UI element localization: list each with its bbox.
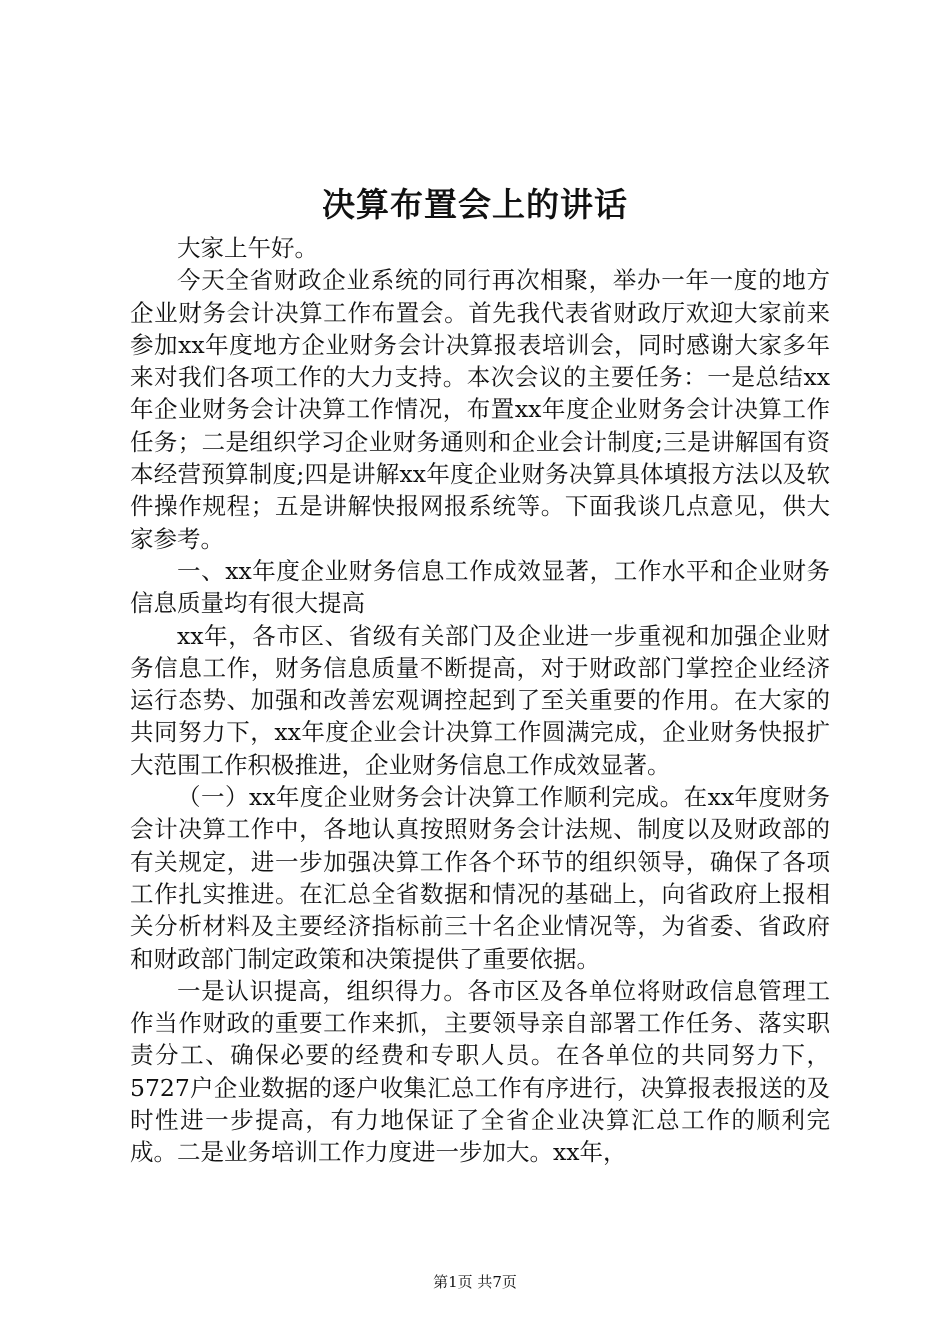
paragraph-section-1-summary: xx年，各市区、省级有关部门及企业进一步重视和加强企业财务信息工作，财务信息质量不断提高，对于财政部门掌控企业经济运行态势、加强和改善宏观调控起到了至关重要的作用。在大家的共同努力下，xx年度企业会计决算工作圆满完成，企业财务快报扩大范围工作积极推进，企业财务信息工作成效显著。 (130, 621, 830, 779)
subsection-heading-1: （一）xx年度企业财务会计决算工作顺利完成。在xx年度财务会计决算工作中，各地认真按照财务会计法规、制度以及财政部的有关规定，进一步加强决算工作各个环节的组织领导，确保了各项工作扎实推进。在汇总全省数据和情况的基础上，向省政府上报相关分析材料及主要经济指标前三十名企业情况等，为省委、省政府和财政部门制定政策和决策提供了重要依据。 (130, 783, 830, 973)
page-number-footer: 第1页 共7页 (433, 1273, 517, 1291)
paragraph-intro: 今天全省财政企业系统的同行再次相聚，举办一年一度的地方企业财务会计决算工作布置会。首先我代表省财政厅欢迎大家前来参加xx年度地方企业财务会计决算报表培训会，同时感谢大家多年来对我们各项工作的大力支持。本次会议的主要任务：一是总结xx年企业财务会计决算工作情况，布置xx年度企业财务会计决算工作任务；二是组织学习企业财务通则和企业会计制度;三是讲解国有资本经营预算制度;四是讲解xx年度企业财务决算具体填报方法以及软件操作规程；五是讲解快报网报系统等。下面我谈几点意见，供大家参考。 (130, 266, 830, 553)
document-body (130, 232, 830, 1169)
section-heading-1: 一、xx年度企业财务信息工作成效显著，工作水平和企业财务信息质量均有很大提高 (130, 556, 830, 618)
document-title: 决算布置会上的讲话 (322, 185, 628, 224)
paragraph-greeting: 大家上午好。 (177, 234, 318, 262)
paragraph-point-1: 一是认识提高，组织得力。各市区及各单位将财政信息管理工作当作财政的重要工作来抓，主要领导亲自部署工作任务、落实职责分工、确保必要的经费和专职人员。在各单位的共同努力下，5727户企业数据的逐户收集汇总工作有序进行，决算报表报送的及时性进一步提高，有力地保证了全省企业决算汇总工作的顺利完成。二是业务培训工作力度进一步加大。xx年， (130, 976, 830, 1167)
